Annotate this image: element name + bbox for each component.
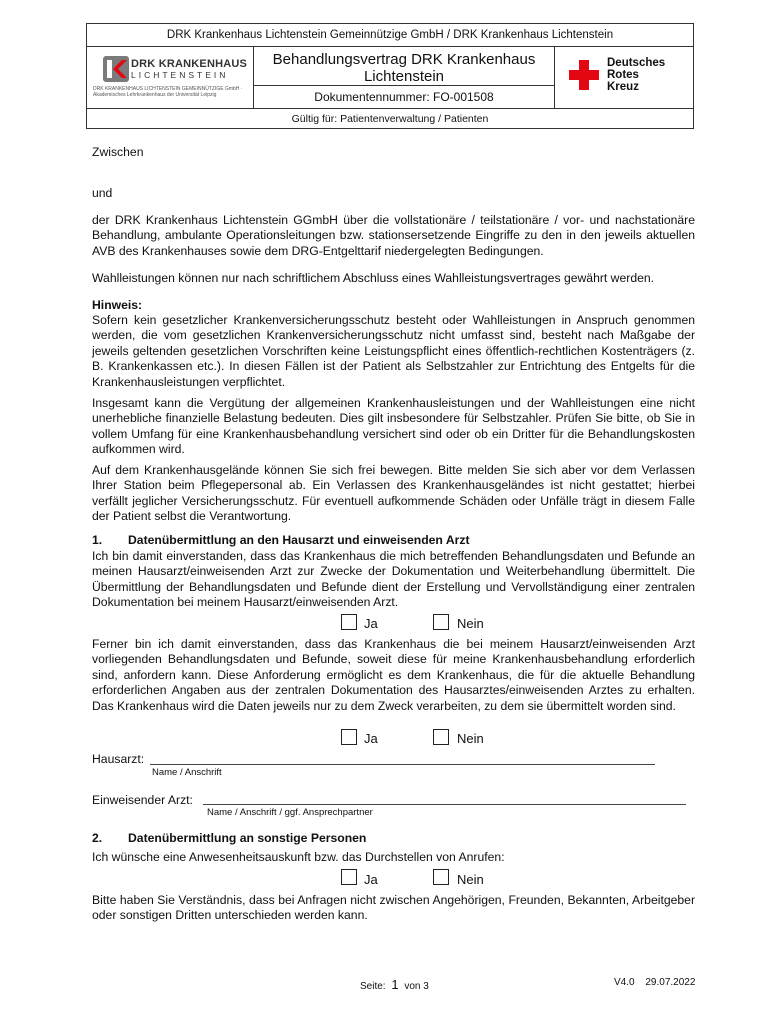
document-number: Dokumentennummer: FO-001508: [253, 85, 555, 108]
s1b-ja-checkbox[interactable]: [341, 729, 357, 745]
header-organisation-line: DRK Krankenhaus Lichtenstein Gemeinnützige GmbH / DRK Krankenhaus Lichtenstein: [87, 24, 693, 47]
paragraph-s2: Ich wünsche eine Anwesenheitsauskunft bzw. das Durchstellen von Anrufen:: [92, 850, 505, 864]
section-1-title: Datenübermittlung an den Hausarzt und einweisenden Arzt: [128, 533, 470, 547]
zwischen-label: Zwischen: [92, 145, 144, 159]
s2-nein-label: Nein: [457, 872, 484, 887]
s1a-ja-checkbox[interactable]: [341, 614, 357, 630]
s1a-ja-label: Ja: [364, 616, 378, 631]
hausarzt-label: Hausarzt:: [92, 752, 145, 766]
s1b-nein-label: Nein: [457, 731, 484, 746]
s1b-nein-checkbox[interactable]: [433, 729, 449, 745]
page-total: von 3: [404, 981, 429, 992]
paragraph-s2b: Bitte haben Sie Verständnis, dass bei Anfragen nicht zwischen Angehörigen, Freunden, Bekannten, Arbeitgeber oder sonstigen Dritten unterschieden werden kann.: [92, 893, 695, 923]
drk-word-3: Kreuz: [607, 81, 639, 93]
paragraph-s1a: Ich bin damit einverstanden, dass das Krankenhaus die mich betreffenden Behandlungsdaten und Befunde an meinen Hausarzt/einweisenden Arzt zur Zwecke der Dokumentation und Weiterbehandlung übermittelt. Die Übermittlung der Behandlungsdaten und Befunde dient der Erstellung und Vervollständigung einer zentralen Dokumentation bei meinem Hausarzt/einweisenden Arzt.: [92, 549, 695, 610]
logo-small-text: DRK KRANKENHAUS LICHTENSTEIN GEMEINNÜTZIGE GmbH · Akademisches Lehrkrankenhaus der Universität Leipzig: [93, 86, 243, 98]
paragraph-hinweis: Sofern kein gesetzlicher Krankenversicherungsschutz besteht oder Wahlleistungen in Anspruch genommen werden, die vom gesetzlichen Krankenversicherungsschutz nicht umfasst sind, besteht nach Maßgabe der jeweils geltenden gesetzlichen Vorschriften keine Leistungspflicht eines öffentlich-rechtlichen Kostenträgers (z. B. Krankenkassen etc.). In diesen Fällen ist der Patient als Selbstzahler zur Entrichtung des Entgelts für die Krankenhausleistungen verpflichtet.: [92, 313, 695, 389]
page-label: Seite:: [360, 981, 386, 992]
s1a-nein-label: Nein: [457, 616, 484, 631]
drk-wordmark: [607, 57, 665, 93]
page-indicator: [360, 977, 429, 992]
drk-word-1: Deutsches: [607, 57, 666, 69]
einweisender-arzt-sublabel: Name / Anschrift / ggf. Ansprechpartner: [207, 807, 373, 818]
einweisender-arzt-label: Einweisender Arzt:: [92, 793, 193, 807]
section-1-number: 1.: [92, 533, 103, 547]
logo-name: DRK KRANKENHAUS: [131, 58, 248, 70]
paragraph-gelaende: Auf dem Krankenhausgelände können Sie sich frei bewegen. Bitte melden Sie sich aber vor dem Verlassen Ihrer Station beim Pflegepersonal ab. Ein Verlassen des Krankenhausgeländes ist nicht gestattet; hierbei verfällt jeglicher Versicherungsschutz. Für eventuell aufkommende Schäden oder Unfälle trägt in diesem Falle der Patient selbst die Verantwortung.: [92, 463, 695, 524]
einweisender-arzt-input-line[interactable]: [203, 804, 686, 805]
version-date: 29.07.2022: [645, 977, 696, 988]
valid-for: Gültig für: Patientenverwaltung / Patienten: [87, 108, 693, 130]
hinweis-label: Hinweis:: [92, 298, 143, 312]
paragraph-insgesamt: Insgesamt kann die Vergütung der allgemeinen Krankenhausleistungen und der Wahlleistungen eine nicht unerhebliche finanzielle Belastung bedeuten. Dies gilt insbesondere für Selbstzahler. Prüfen Sie bitte, ob Sie in vollem Umfang für eine Krankenhausbehandlung versichert sind oder ob ein Dritter für die Behandlungskosten aufkommen wird.: [92, 396, 695, 457]
paragraph-s1b: Ferner bin ich damit einverstanden, dass das Krankenhaus die bei meinem Hausarzt/einweisenden Arzt vorliegenden Behandlungsdaten und Befunde, soweit diese für meine Krankenhausbehandlung erforderlich sind, anfordern kann. Diese Anforderung ermöglicht es dem Krankenhaus, die für die aktuelle Behandlung erforderlichen Angaben aus der zentralen Dokumentation des Hausarztes/einweisenden Arztes zu erhalten. Das Krankenhaus wird die Daten jeweils nur zu dem Zweck verarbeiten, zu dem sie übermittelt worden sind.: [92, 637, 695, 713]
s2-ja-label: Ja: [364, 872, 378, 887]
section-2-heading: [92, 831, 366, 845]
page-number: 1: [391, 977, 399, 992]
s2-ja-checkbox[interactable]: [341, 869, 357, 885]
section-2-title: Datenübermittlung an sonstige Personen: [128, 831, 367, 845]
s1a-nein-checkbox[interactable]: [433, 614, 449, 630]
section-1-heading: [92, 533, 470, 547]
drk-word-2: Rotes: [607, 69, 639, 81]
version: V4.0: [614, 977, 635, 988]
section-2-number: 2.: [92, 831, 103, 845]
und-label: und: [92, 186, 113, 200]
drk-logo: [554, 46, 693, 108]
paragraph-intro: der DRK Krankenhaus Lichtenstein GGmbH über die vollstationäre / teilstationäre / vor- und nachstationäre Behandlung, ambulante Operationsleitungen bzw. stationsersetzende Eingriffe zu den in den jeweils aktuellen AVB des Krankenhauses sowie dem DRG-Entgelttarif niedergelegten Bedingungen.: [92, 213, 695, 258]
hausarzt-input-line[interactable]: [150, 764, 655, 765]
s2-nein-checkbox[interactable]: [433, 869, 449, 885]
red-cross-icon: [569, 60, 599, 90]
document-title: Behandlungsvertrag DRK Krankenhaus Lichtenstein: [272, 51, 536, 85]
logo-subname: LICHTENSTEIN: [131, 70, 229, 80]
hausarzt-sublabel: Name / Anschrift: [152, 767, 222, 778]
hospital-logo: [87, 46, 254, 108]
paragraph-wahlleistungen: Wahlleistungen können nur nach schriftlichem Abschluss eines Wahlleistungsvertrages gewährt werden.: [92, 271, 655, 285]
drk-k-logo-icon: [103, 56, 129, 82]
version-info: [614, 977, 695, 988]
document-header: [86, 23, 694, 129]
title-cell: [253, 46, 555, 108]
s1b-ja-label: Ja: [364, 731, 378, 746]
